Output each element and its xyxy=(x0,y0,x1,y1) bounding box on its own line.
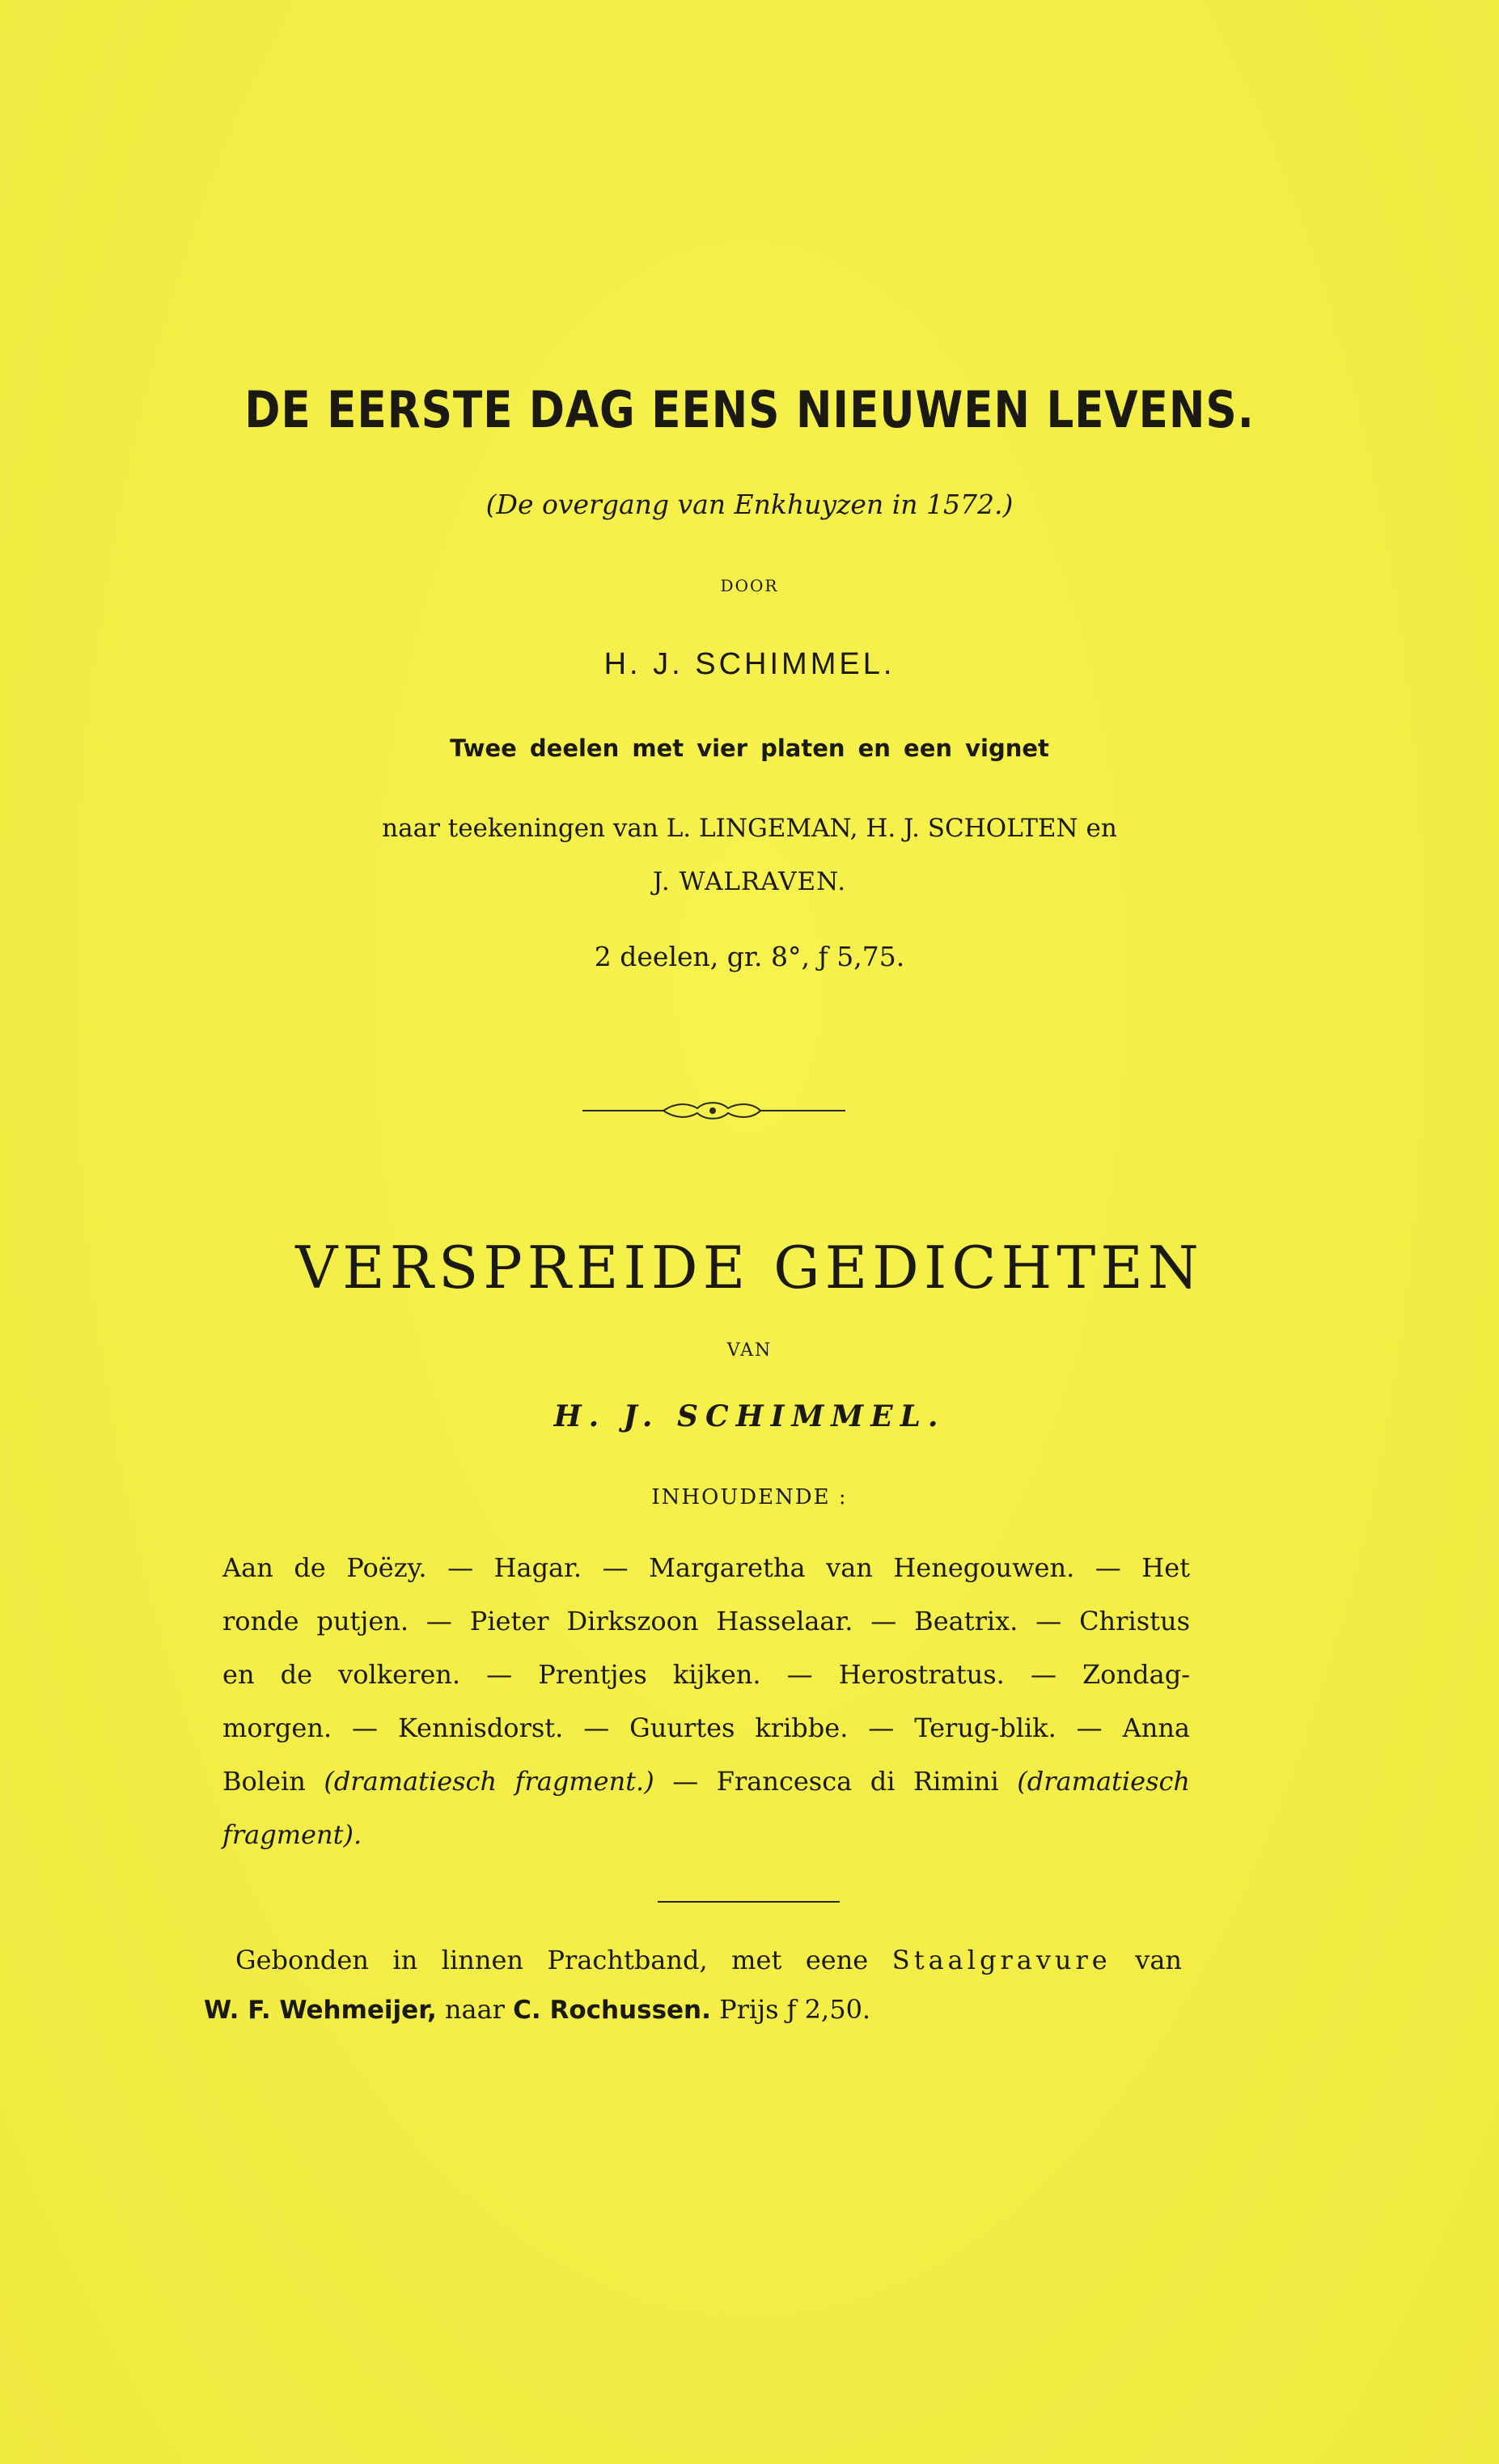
door-label: DOOR xyxy=(720,576,779,595)
short-divider-rule xyxy=(658,1901,840,1903)
contents-line: fragment). xyxy=(222,1819,362,1850)
contents-line: Aan de Poëzy. — Hagar. — Margaretha van Henegouwen. — Het xyxy=(222,1552,1190,1583)
naar-text: naar xyxy=(436,1994,514,2025)
engraver-line xyxy=(204,1994,870,2025)
contents-fragment: — Francesca di Rimini xyxy=(654,1766,1018,1797)
engraver-name: W. F. Wehmeijer, xyxy=(204,1996,437,2025)
contents-line xyxy=(222,1755,1190,1808)
illustrators-line-2: J. WALRAVEN. xyxy=(652,867,847,896)
price-second-book: Prijs ƒ 2,50. xyxy=(710,1994,871,2025)
contents-line: en de volkeren. — Prentjes kijken. — Herostratus. — Zondag- xyxy=(222,1659,1190,1690)
contents-fragment-italic: (dramatiesch xyxy=(1017,1766,1191,1797)
contents-line: morgen. — Kennisdorst. — Guurtes kribbe. — Terug-blik. — Anna xyxy=(222,1713,1190,1743)
author-name-decorative: H. J. SCHIMMEL. xyxy=(553,1399,946,1433)
contents-line: ronde putjen. — Pieter Dirkszoon Hasselaar. — Beatrix. — Christus xyxy=(222,1606,1190,1636)
subtitle-overgang: (De overgang van Enkhuyzen in 1572.) xyxy=(485,489,1014,520)
contents-fragment: Bolein xyxy=(222,1766,324,1797)
contents-paragraph xyxy=(222,1541,1190,1861)
binding-line xyxy=(235,1945,1182,1975)
title-de-eerste-dag: DE EERSTE DAG EENS NIEUWEN LEVENS. xyxy=(244,380,1255,439)
contents-fragment-italic: (dramatiesch fragment.) xyxy=(324,1766,654,1797)
binding-text: Gebonden in linnen Prachtband, met eene xyxy=(235,1945,869,1975)
title-verspreide-gedichten: VERSPREIDE GEDICHTEN xyxy=(295,1234,1204,1302)
painter-name: C. Rochussen. xyxy=(513,1996,711,2025)
van-label: VAN xyxy=(726,1340,773,1361)
binding-staalgravure: Staalgravure xyxy=(891,1945,1112,1975)
illustrators-line: naar teekeningen van L. LINGEMAN, H. J. SCHOLTEN en xyxy=(382,814,1117,843)
author-name: H. J. SCHIMMEL. xyxy=(603,647,896,681)
contents-label: INHOUDENDE : xyxy=(651,1485,848,1509)
binding-van: van xyxy=(1135,1945,1183,1975)
ornament-divider xyxy=(0,1099,1499,1123)
price-first-book: 2 deelen, gr. 8°, ƒ 5,75. xyxy=(594,941,905,972)
volumes-description: Twee deelen met vier platen en een vignet xyxy=(450,735,1049,762)
